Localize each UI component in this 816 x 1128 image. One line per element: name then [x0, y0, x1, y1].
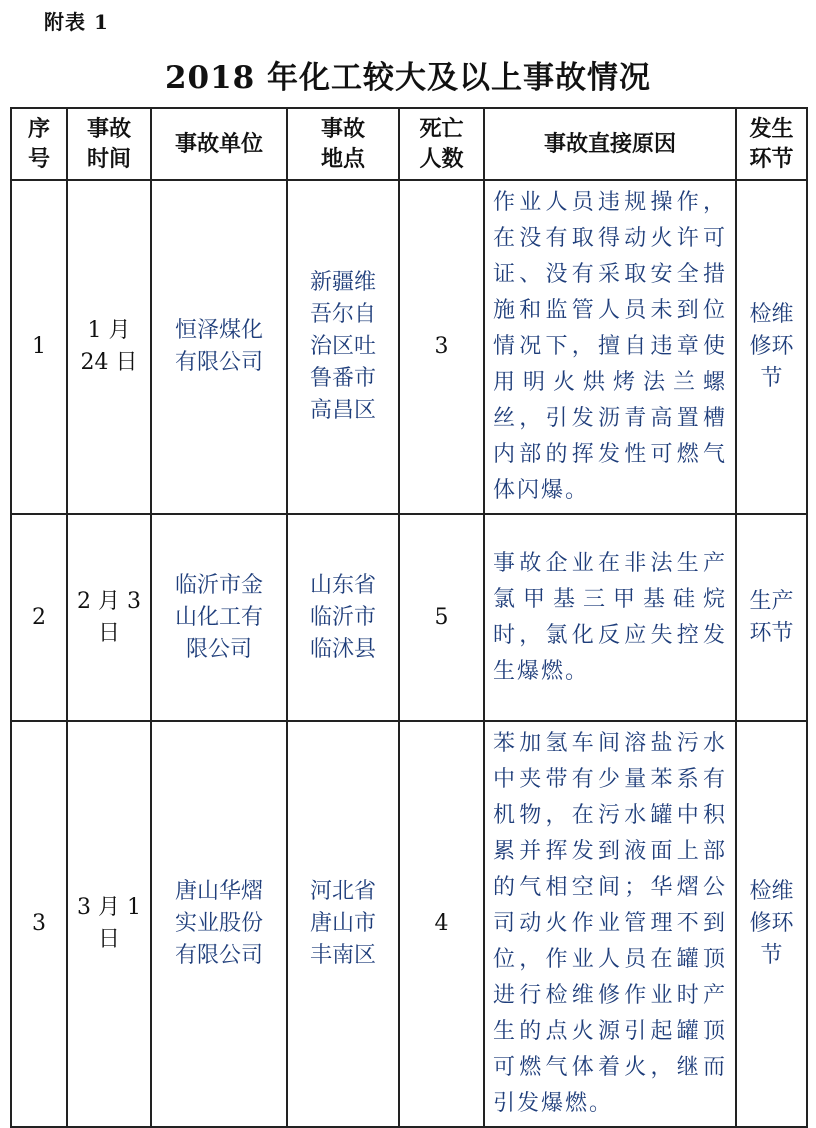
cell-unit-line: 有限公司	[174, 943, 263, 968]
header-location-line: 事故	[320, 116, 365, 142]
cell-location-line: 高昌区	[309, 398, 376, 423]
cell-location-line: 临沭县	[309, 636, 376, 662]
cell-time	[67, 514, 151, 721]
cell-location	[287, 721, 399, 1127]
header-time	[67, 108, 151, 180]
cell-time-line: 日	[97, 620, 120, 646]
cell-location	[287, 180, 399, 514]
cell-unit-line: 山化工有	[174, 604, 263, 630]
cell-cause: 作业人员违规操作，在没有取得动火许可证、没有采取安全措施和监管人员未到位情况下，擅自违章使用明火烘烤法兰螺丝，引发沥青高置槽内部的挥发性可燃气体闪爆。	[484, 180, 736, 514]
header-no	[11, 108, 67, 180]
cell-stage-line: 生产	[749, 588, 794, 614]
cell-unit-line: 有限公司	[174, 350, 263, 375]
cell-location-line: 新疆维	[309, 270, 376, 295]
cell-location-line: 临沂市	[309, 604, 376, 630]
header-stage-line: 发生	[749, 116, 794, 142]
cell-stage	[736, 180, 807, 514]
header-unit: 事故单位	[151, 108, 287, 180]
header-deaths-line: 人数	[419, 146, 464, 172]
page-title: 2018 年化工较大及以上事故情况	[164, 60, 652, 96]
cell-cause: 事故企业在非法生产氯甲基三甲基硅烷时，氯化反应失控发生爆燃。	[484, 514, 736, 721]
cell-stage-line: 修环	[749, 911, 794, 936]
cell-stage-line: 检维	[749, 879, 794, 904]
cell-stage	[736, 721, 807, 1127]
cell-time-line: 日	[97, 927, 120, 952]
cell-no: 1	[11, 180, 67, 514]
accident-table	[10, 107, 808, 1128]
cell-time-line: 2 月 3	[77, 588, 141, 614]
table-row	[11, 721, 807, 1127]
cell-unit-line: 限公司	[185, 636, 252, 662]
attachment-label: 附表 1	[44, 10, 109, 34]
cell-location-line: 治区吐	[309, 334, 376, 359]
header-location-line: 地点	[320, 146, 365, 172]
cell-time	[67, 721, 151, 1127]
cell-unit	[151, 180, 287, 514]
header-cause: 事故直接原因	[484, 108, 736, 180]
cell-location	[287, 514, 399, 721]
cell-unit-line: 恒泽煤化	[174, 318, 263, 343]
table-row	[11, 514, 807, 721]
cell-unit-line: 实业股份	[174, 911, 263, 936]
header-time-line: 时间	[86, 146, 131, 172]
cell-stage-line: 修环	[749, 334, 794, 359]
cell-unit	[151, 514, 287, 721]
cell-time-line: 1 月	[87, 318, 131, 343]
cell-cause: 苯加氢车间溶盐污水中夹带有少量苯系有机物，在污水罐中积累并挥发到液面上部的气相空间；华熠公司动火作业管理不到位，作业人员在罐顶进行检维修作业时产生的点火源引起罐顶可燃气体着火，继而引发爆燃。	[484, 721, 736, 1127]
cell-deaths: 4	[399, 721, 484, 1127]
cell-location-line: 河北省	[309, 879, 376, 904]
header-stage-line: 环节	[749, 146, 794, 172]
cell-time-line: 24 日	[80, 350, 138, 375]
cell-unit-line: 唐山华熠	[174, 879, 263, 904]
header-no-line: 序	[27, 116, 50, 142]
cell-stage-line: 节	[760, 366, 783, 391]
cell-location-line: 山东省	[309, 572, 376, 598]
header-no-line: 号	[27, 146, 50, 172]
cell-location-line: 鲁番市	[309, 366, 376, 391]
cell-deaths: 5	[399, 514, 484, 721]
cell-stage-line: 检维	[749, 302, 794, 327]
table-header-row	[11, 108, 807, 180]
cell-no: 2	[11, 514, 67, 721]
header-time-line: 事故	[86, 116, 131, 142]
cell-stage	[736, 514, 807, 721]
table-row	[11, 180, 807, 514]
cell-time-line: 3 月 1	[77, 895, 141, 920]
header-deaths-line: 死亡	[419, 116, 464, 142]
cell-location-line: 丰南区	[309, 943, 376, 968]
cell-time	[67, 180, 151, 514]
cell-no: 3	[11, 721, 67, 1127]
cell-unit-line: 临沂市金	[174, 572, 263, 598]
cell-deaths: 3	[399, 180, 484, 514]
cell-location-line: 唐山市	[309, 911, 376, 936]
cell-location-line: 吾尔自	[309, 302, 376, 327]
cell-stage-line: 节	[760, 943, 783, 968]
cell-stage-line: 环节	[749, 620, 794, 646]
header-location	[287, 108, 399, 180]
cell-unit	[151, 721, 287, 1127]
header-deaths	[399, 108, 484, 180]
header-stage	[736, 108, 807, 180]
